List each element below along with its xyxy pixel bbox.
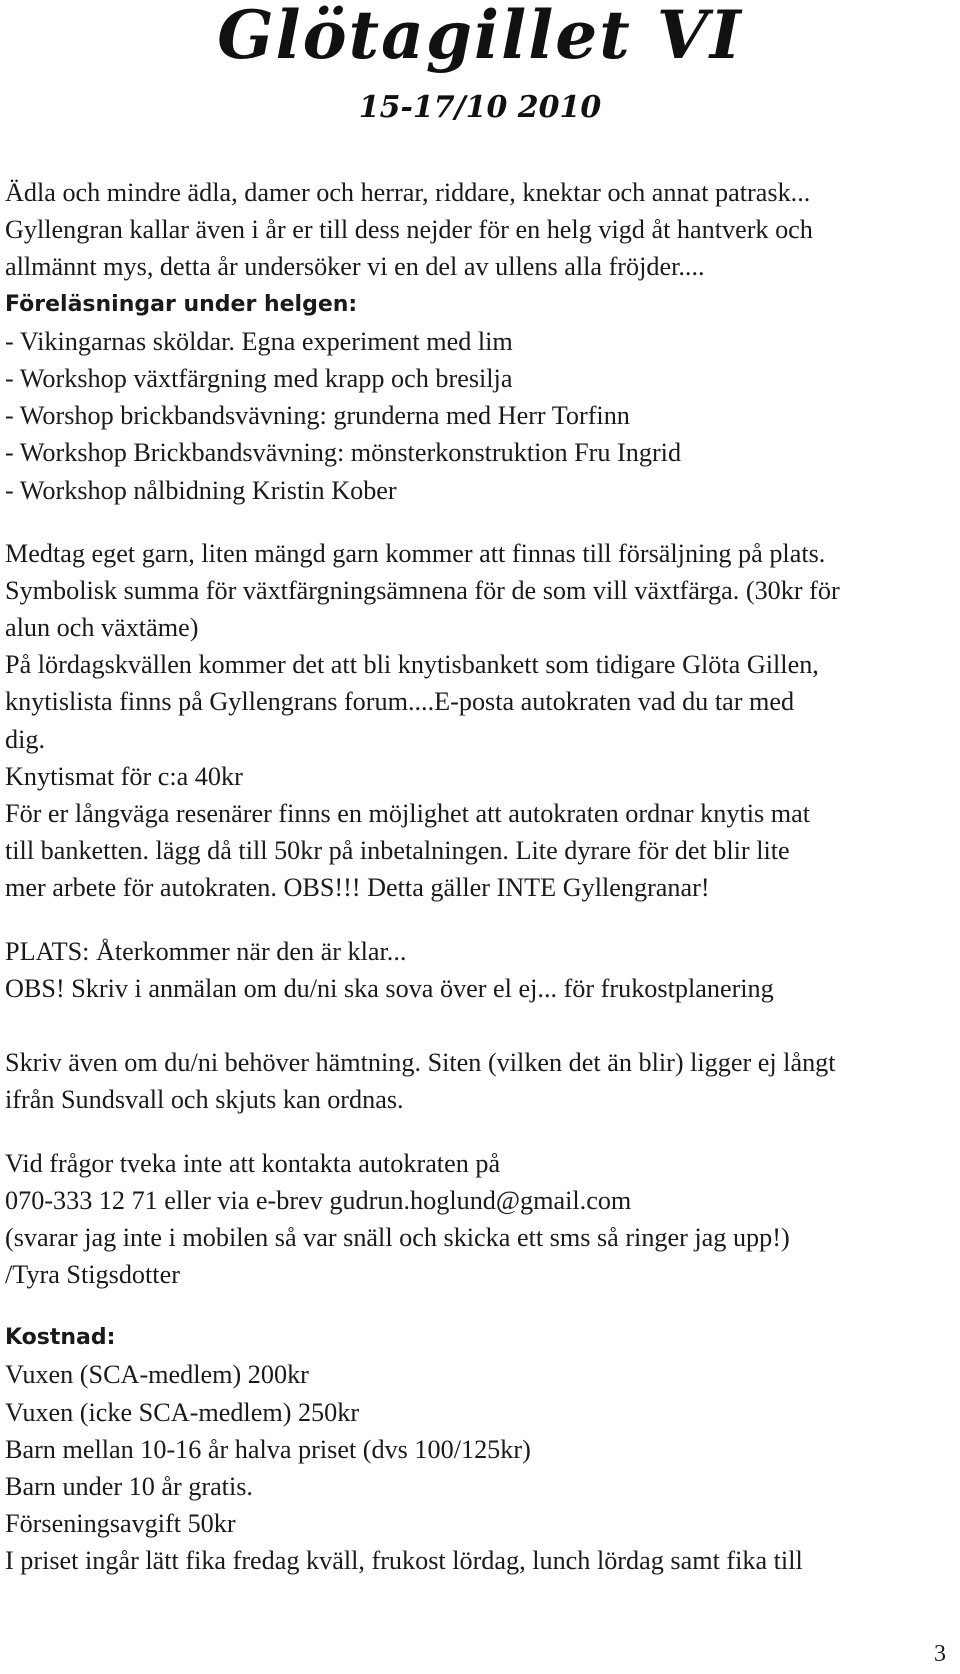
lecture-item: - Worshop brickbandsvävning: grunderna med Herr Torfinn xyxy=(5,401,630,431)
lecture-item: - Workshop nålbidning Kristin Kober xyxy=(5,475,397,505)
place-line: PLATS: Återkommer när den är klar... xyxy=(5,936,407,966)
contact-line: 070-333 12 71 eller via e-brev gudrun.hoglund@gmail.com xyxy=(5,1185,632,1215)
event-date: 15-17/10 2010 xyxy=(358,90,602,125)
info-line: alun och växtäme) xyxy=(5,613,199,643)
signature: /Tyra Stigsdotter xyxy=(5,1260,180,1290)
document-body xyxy=(5,174,955,1580)
cost-item: Barn under 10 år gratis. xyxy=(5,1472,253,1501)
info-line: dig. xyxy=(5,724,46,754)
pickup-line: Skriv även om du/ni behöver hämtning. Siten (vilken det än blir) ligger ej långt xyxy=(5,1048,836,1078)
lecture-item: - Vikingarnas sköldar. Egna experiment med lim xyxy=(5,326,513,356)
spacer xyxy=(5,509,955,535)
intro-line: Ädla och mindre ädla, damer och herrar, riddare, knektar och annat patrask... xyxy=(5,178,811,207)
cost-item: Barn mellan 10-16 år halva priset (dvs 100/125kr) xyxy=(5,1434,531,1464)
cost-item: Vuxen (icke SCA-medlem) 250kr xyxy=(5,1397,360,1427)
info-line: Symbolisk summa för växtfärgningsämnena för de som vill växtfärga. (30kr för xyxy=(5,575,840,605)
contact-line: (svarar jag inte i mobilen så var snäll och skicka ett sms så ringer jag upp!) xyxy=(5,1222,790,1252)
cost-item: Förseningsavgift 50kr xyxy=(5,1509,236,1539)
info-line: På lördagskvällen kommer det att bli knytisbankett som tidigare Glöta Gillen, xyxy=(5,650,819,680)
pickup-line: ifrån Sundsvall och skjuts kan ordnas. xyxy=(5,1085,404,1115)
intro-line: allmännt mys, detta år undersöker vi en del av ullens alla fröjder.... xyxy=(5,252,705,282)
contact-line: Vid frågor tveka inte att kontakta autokraten på xyxy=(5,1148,501,1178)
info-line: till banketten. lägg då till 50kr på inbetalningen. Lite dyrare för det blir lite xyxy=(5,836,790,866)
lectures-heading: Föreläsningar under helgen: xyxy=(5,291,358,317)
info-line: mer arbete för autokraten. OBS!!! Detta gäller INTE Gyllengranar! xyxy=(5,873,710,903)
cost-item: Vuxen (SCA-medlem) 200kr xyxy=(5,1360,309,1390)
spacer xyxy=(5,1293,955,1319)
place-line: OBS! Skriv i anmälan om du/ni ska sova över el ej... för frukostplanering xyxy=(5,973,774,1003)
page-number: 3 xyxy=(934,1641,946,1667)
document-title: Glötagillet VI xyxy=(217,0,743,74)
info-line: Knytismat för c:a 40kr xyxy=(5,761,243,791)
spacer xyxy=(5,907,955,933)
info-line: knytislista finns på Gyllengrans forum....E-posta autokraten vad du tar med xyxy=(5,687,795,717)
cost-heading: Kostnad: xyxy=(5,1325,116,1351)
spacer xyxy=(5,1119,955,1145)
intro-line: Gyllengran kallar även i år er till dess nejder för en helg vigd åt hantverk och xyxy=(5,215,813,245)
lecture-item: - Workshop växtfärgning med krapp och bresilja xyxy=(5,363,513,393)
spacer xyxy=(5,1007,955,1044)
info-line: För er långväga resenärer finns en möjlighet att autokraten ordnar knytis mat xyxy=(5,799,810,828)
info-line: Medtag eget garn, liten mängd garn kommer att finnas till försäljning på plats. xyxy=(5,538,826,568)
lecture-item: - Workshop Brickbandsvävning: mönsterkonstruktion Fru Ingrid xyxy=(5,438,682,468)
cost-item: I priset ingår lätt fika fredag kväll, frukost lördag, lunch lördag samt fika till xyxy=(5,1546,803,1576)
